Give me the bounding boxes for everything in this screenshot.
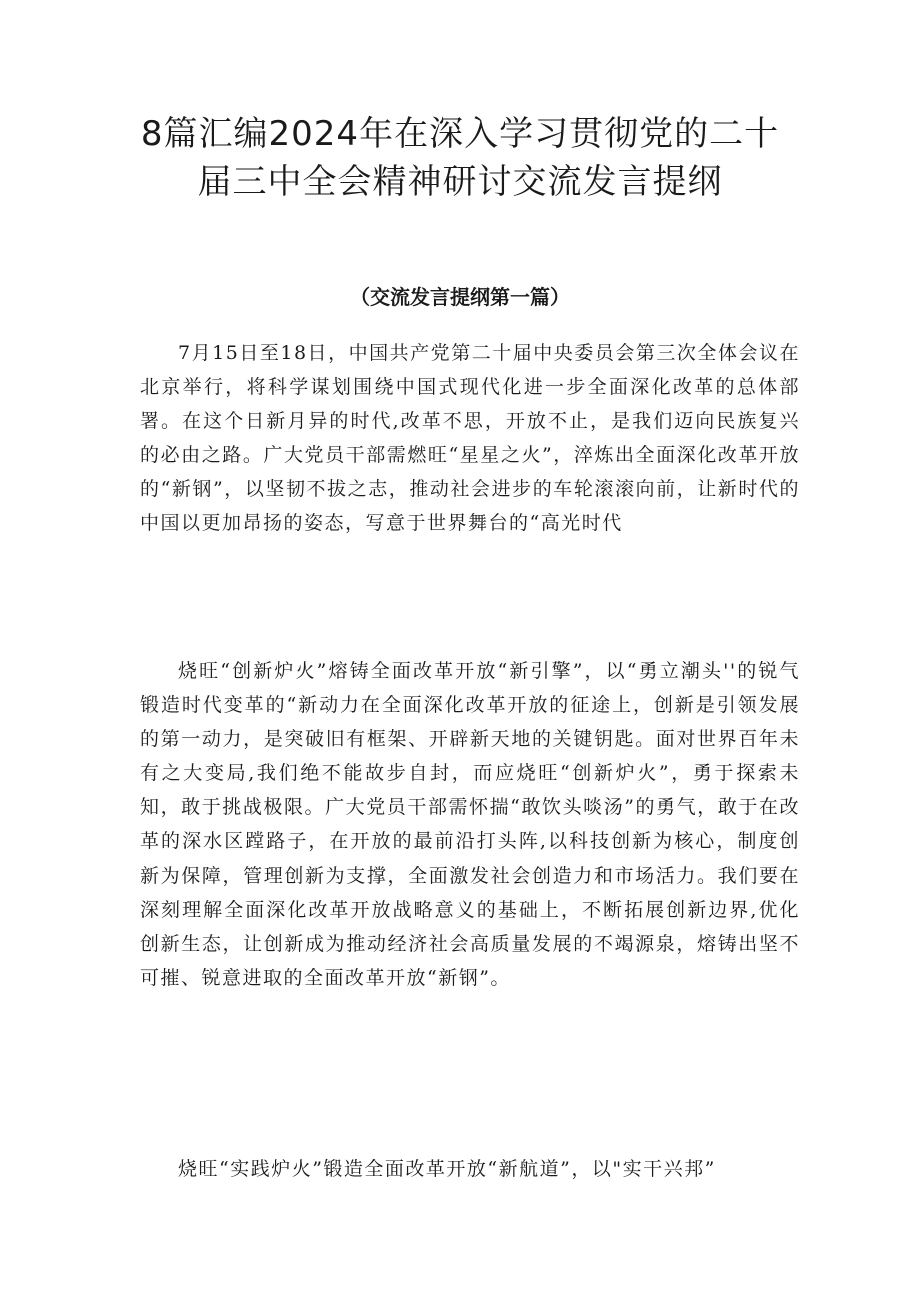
document-title-line-2: 届三中全会精神研讨交流发言提纲 xyxy=(197,162,723,202)
paragraph-1: 7月15日至18日，中国共产党第二十届中央委员会第三次全体会议在北京举行，将科学谋划围绕中国式现代化进一步全面深化改革的总体部署。在这个日新月异的时代,改革不思，开放不止，是我们迈向民族复兴的必由之路。广大党员干部需燃旺“星星之火”，淬炼出全面深化改革开放的“新钢”，以坚韧不拔之志，推动社会进步的车轮滚滚向前，让新时代的中国以更加昂扬的姿态，写意于世界舞台的“高光时代 xyxy=(140,342,800,535)
section-heading: （交流发言提纲第一篇） xyxy=(350,285,570,309)
paragraph-2: 烧旺“创新炉火”熔铸全面改革开放“新引擎”，以“勇立潮头''的锐气锻造时代变革的“新动力在全面深化改革开放的征途上，创新是引领发展的第一动力，是突破旧有框架、开辟新天地的关键钥匙。面对世界百年未有之大变局,我们绝不能故步自封，而应烧旺“创新炉火”，勇于探索未知，敢于挑战极限。广大党员干部需怀揣“敢饮头啖汤”的勇气，敢于在改革的深水区蹚路子，在开放的最前沿打头阵,以科技创新为核心，制度创新为保障，管理创新为支撑，全面激发社会创造力和市场活力。我们要在深刻理解全面深化改革开放战略意义的基础上，不断拓展创新边界,优化创新生态，让创新成为推动经济社会高质量发展的不竭源泉，熔铸出坚不可摧、锐意进取的全面改革开放“新钢”。 xyxy=(140,660,800,989)
document-title-line-1: 8篇汇编2024年在深入学习贯彻党的二十 xyxy=(140,114,780,154)
document-title xyxy=(130,110,790,206)
paragraph-3: 烧旺“实践炉火”锻造全面改革开放“新航道”，以"实干兴邦” xyxy=(178,1158,716,1180)
